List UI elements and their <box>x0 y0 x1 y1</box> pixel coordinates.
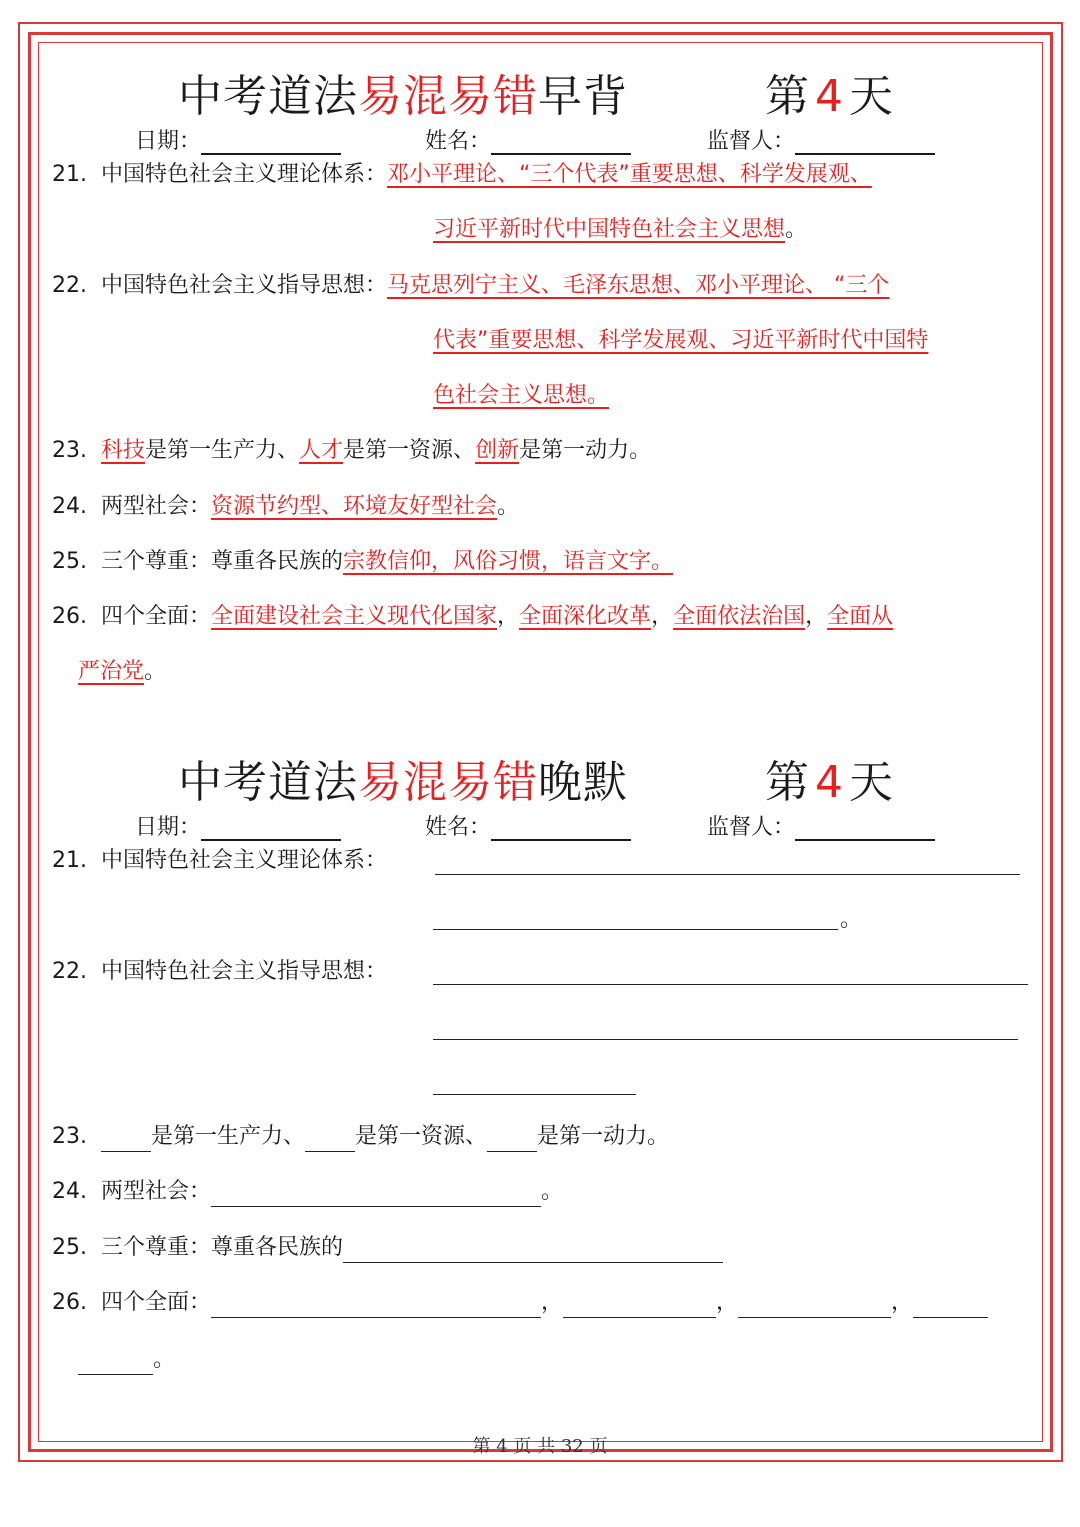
supervisor-blank[interactable] <box>795 817 935 841</box>
inner-border <box>38 42 1043 1442</box>
answer-blank[interactable] <box>913 1293 988 1318</box>
answer-blank[interactable] <box>211 1182 541 1207</box>
answer-blank[interactable] <box>433 1094 636 1095</box>
date-blank[interactable] <box>201 131 341 155</box>
evening-item-24: 24. 两型社会： 。 <box>52 1177 563 1207</box>
evening-item-26: 26. 四个全面： ， ， ， <box>52 1288 988 1318</box>
answer-blank[interactable] <box>211 1293 541 1318</box>
morning-item-22: 22. 中国特色社会主义指导思想：马克思列宁主义、毛泽东思想、邓小平理论、 “三个 <box>52 273 890 298</box>
evening-item-25: 25. 三个尊重：尊重各民族的 <box>52 1233 723 1263</box>
morning-name-field: 姓名： <box>425 124 631 155</box>
morning-item-26-cont: 严治党。 <box>78 659 167 684</box>
answer-blank[interactable] <box>433 984 1028 985</box>
morning-item-26: 26. 四个全面：全面建设社会主义现代化国家，全面深化改革，全面依法治国，全面从 <box>52 604 894 629</box>
morning-item-24: 24. 两型社会：资源节约型、环境友好型社会。 <box>52 494 520 519</box>
morning-item-21: 21. 中国特色社会主义理论体系：邓小平理论、“三个代表”重要思想、科学发展观、 <box>52 162 872 187</box>
evening-date-field: 日期： <box>135 810 341 841</box>
answer-blank[interactable] <box>101 1127 151 1152</box>
answer-blank[interactable] <box>305 1127 355 1152</box>
evening-item-23: 23. 是第一生产力、 是第一资源、 是第一动力。 <box>52 1122 669 1152</box>
answer-blank[interactable] <box>78 1350 153 1375</box>
evening-item-26-cont: 。 <box>78 1345 175 1375</box>
morning-item-22-cont2: 色社会主义思想。 <box>433 383 610 408</box>
evening-supervisor-field: 监督人： <box>707 810 935 841</box>
page-footer: 第 4 页 共 32 页 <box>472 1436 608 1457</box>
morning-date-field: 日期： <box>135 124 341 155</box>
morning-day-label: 第 4 天 <box>765 71 893 122</box>
answer-blank[interactable] <box>435 874 1020 875</box>
evening-title: 中考道法易混易错晚默 <box>178 757 628 808</box>
answer-blank[interactable] <box>433 929 838 930</box>
answer-blank[interactable] <box>433 1039 1018 1040</box>
evening-item-21: 21. 中国特色社会主义理论体系： <box>52 848 388 873</box>
morning-item-22-cont1: 代表”重要思想、科学发展观、习近平新时代中国特 <box>433 328 929 353</box>
morning-title: 中考道法易混易错早背 <box>178 71 628 122</box>
answer-blank[interactable] <box>738 1293 891 1318</box>
name-blank[interactable] <box>491 131 631 155</box>
name-blank[interactable] <box>491 817 631 841</box>
answer-blank[interactable] <box>487 1127 537 1152</box>
morning-supervisor-field: 监督人： <box>707 124 935 155</box>
date-blank[interactable] <box>201 817 341 841</box>
answer-blank[interactable] <box>343 1238 723 1263</box>
evening-day-label: 第 4 天 <box>765 757 893 808</box>
evening-name-field: 姓名： <box>425 810 631 841</box>
evening-item-22: 22. 中国特色社会主义指导思想： <box>52 959 388 984</box>
period: 。 <box>840 907 863 932</box>
morning-item-23: 23. 科技是第一生产力、人才是第一资源、创新是第一动力。 <box>52 438 652 463</box>
morning-item-25: 25. 三个尊重：尊重各民族的宗教信仰，风俗习惯，语言文字。 <box>52 549 674 574</box>
supervisor-blank[interactable] <box>795 131 935 155</box>
answer-blank[interactable] <box>563 1293 716 1318</box>
morning-item-21-cont: 习近平新时代中国特色社会主义思想。 <box>433 217 808 242</box>
